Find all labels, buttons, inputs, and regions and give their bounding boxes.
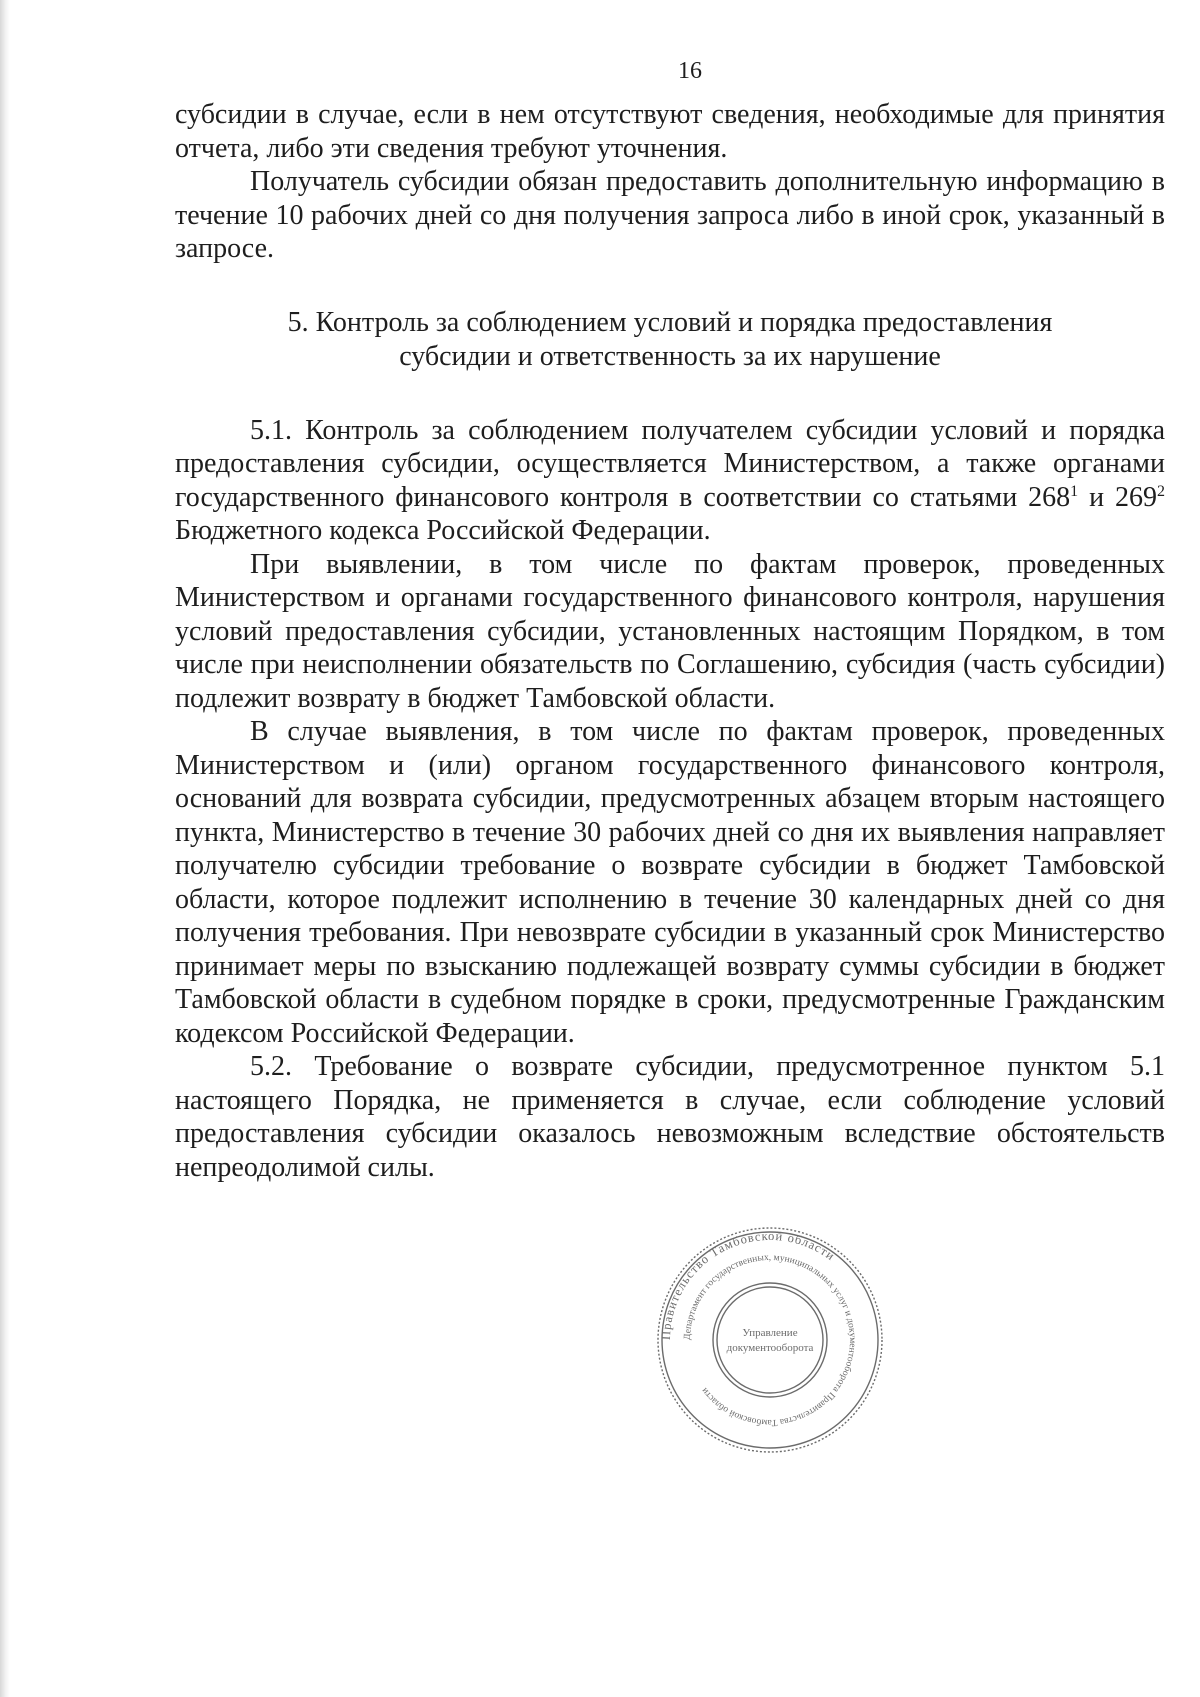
page-number: 16 (678, 58, 702, 84)
paragraph-5-1-end: Бюджетного кодекса Российской Федерации. (175, 515, 711, 546)
paragraph-additional-info: Получатель субсидии обязан предоставить дополнительную информацию в течение 10 рабочих дней со дня получения запроса либо в иной срок, указанный в запросе. (175, 166, 1165, 264)
section-heading-line-1: 5. Контроль за соблюдением условий и порядка предоставления (287, 306, 1053, 338)
seal-center-line-1: Управление (742, 1327, 798, 1339)
seal-middle-text: Департамент государственных, муниципальных услуг и документооборота Правительства Тамбовской области (682, 1252, 858, 1428)
seal-graphic (655, 1225, 885, 1455)
paragraph-5-1-text: 5.1. Контроль за соблюдением получателем субсидии условий и порядка предоставления субсидии, осуществляется Министерством, а также органами государственного финансового контроля в соответствии со статьями 268 (175, 414, 1165, 513)
section-heading-line-2: субсидии и ответственность за их нарушение (399, 340, 941, 372)
superscript-1: 1 (1070, 482, 1079, 500)
seal-center-line-2: документооборота (726, 1342, 814, 1354)
svg-text:Департамент государственных, м (683, 1253, 857, 1428)
paragraph-5-1 (175, 414, 1165, 548)
paragraph-5-2: 5.2. Требование о возврате субсидии, предусмотренное пунктом 5.1 настоящего Порядка, не применяется в случае, если соблюдение условий предоставления субсидии оказалось невозможным вследствие обстоятельств непреодолимой силы. (175, 1051, 1165, 1183)
superscript-2: 2 (1157, 482, 1165, 500)
paragraph-continuation: субсидии в случае, если в нем отсутствуют сведения, необходимые для принятия отчета, либо эти сведения требуют уточнения. (175, 99, 1165, 164)
section-heading (175, 306, 1165, 374)
paragraph-5-1-middle: и 269 (1078, 481, 1157, 513)
scan-edge-shadow (0, 0, 10, 1697)
seal-outer-text: Правительство Тамбовской области (658, 1228, 838, 1341)
official-seal-stamp (655, 1225, 885, 1455)
document-body (175, 98, 1165, 1184)
paragraph-violations: При выявлении, в том числе по фактам проверок, проведенных Министерством и органами государственного финансового контроля, нарушения условий предоставления субсидии, установленных настоящим Порядком, в том числе при неисполнении обязательств по Соглашению, субсидия (часть субсидии) подлежит возврату в бюджет Тамбовской области. (175, 548, 1165, 714)
paragraph-return-procedure: В случае выявления, в том числе по фактам проверок, проведенных Министерством и (или) органом государственного финансового контроля, оснований для возврата субсидии, предусмотренных абзацем вторым настоящего пункта, Министерство в течение 30 рабочих дней со дня их выявления направляет получателю субсидии требование о возврате субсидии в бюджет Тамбовской области, которое подлежит исполнению в течение 30 календарных дней со дня получения требования. При невозврате субсидии в указанный срок Министерство принимает меры по взысканию подлежащей возврату суммы субсидии в бюджет Тамбовской области в судебном порядке в сроки, предусмотренные Гражданским кодексом Российской Федерации. (175, 716, 1165, 1049)
